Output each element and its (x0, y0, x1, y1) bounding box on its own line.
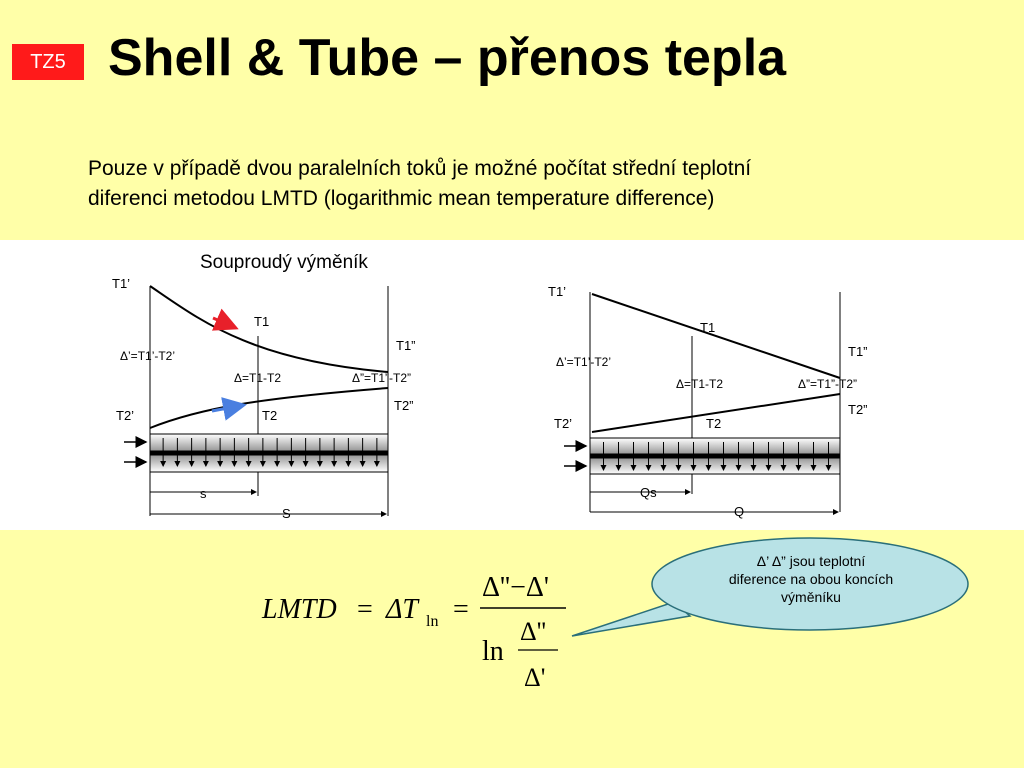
right-delta-out: Δ”=T1”-T2” (798, 377, 858, 391)
right-t2-in: T2’ (554, 416, 573, 431)
left-t1: T1 (254, 314, 270, 329)
left-hot-arrow (213, 318, 236, 328)
right-diagram (548, 284, 868, 519)
formula-eq2: = (453, 594, 469, 625)
formula-dt-sub: ln (426, 613, 439, 630)
formula-numerator: Δ''−Δ' (482, 572, 549, 603)
left-s-label: s (200, 486, 207, 501)
right-delta-in: Δ’=T1’-T2’ (556, 355, 612, 369)
formula-lhs: LMTD (262, 594, 337, 625)
intro-line-2: diferenci metodou LMTD (logarithmic mean temperature difference) (88, 187, 715, 210)
left-heading: Souproudý výměník (200, 252, 368, 273)
left-S-label: S (282, 506, 291, 521)
left-delta-mid: Δ=T1-T2 (234, 371, 282, 385)
left-delta-in: Δ’=T1’-T2’ (120, 349, 176, 363)
right-hot-line (592, 294, 840, 378)
lmtd-formula (261, 572, 566, 692)
left-delta-out: Δ”=T1”-T2” (352, 371, 412, 385)
left-hot-curve (150, 286, 388, 372)
formula-dt: ΔT (386, 594, 419, 625)
left-t2-out: T2” (394, 398, 414, 413)
left-t1-in: T1’ (112, 276, 131, 291)
formula-inner-num: Δ'' (520, 617, 547, 646)
formula-eq1: = (357, 594, 373, 625)
callout-line-1: Δ’ Δ” jsou teplotní (756, 553, 866, 569)
left-t2-in: T2’ (116, 408, 135, 423)
slide-title: Shell & Tube – přenos tepla (108, 29, 787, 87)
intro-line-1: Pouze v případě dvou paralelních toků je možné počítat střední teplotní (88, 157, 752, 180)
callout-line-2: diference na obou koncích (728, 571, 894, 587)
formula-inner-den: Δ' (524, 663, 546, 692)
callout-text (696, 552, 926, 606)
left-diagram (112, 252, 416, 521)
slide-tag: TZ5 (12, 44, 84, 80)
right-qs-label: Qs (640, 485, 657, 500)
callout-line-3: výměníku (781, 589, 841, 605)
formula-ln: ln (482, 636, 504, 667)
right-t2-out: T2” (848, 402, 868, 417)
right-t1-out: T1” (848, 344, 868, 359)
left-t1-out: T1” (396, 338, 416, 353)
right-delta-mid: Δ=T1-T2 (676, 377, 724, 391)
left-t2: T2 (262, 408, 278, 423)
right-t1: T1 (700, 320, 716, 335)
right-t2: T2 (706, 416, 722, 431)
right-t1-in: T1’ (548, 284, 567, 299)
right-Q-label: Q (734, 504, 745, 519)
